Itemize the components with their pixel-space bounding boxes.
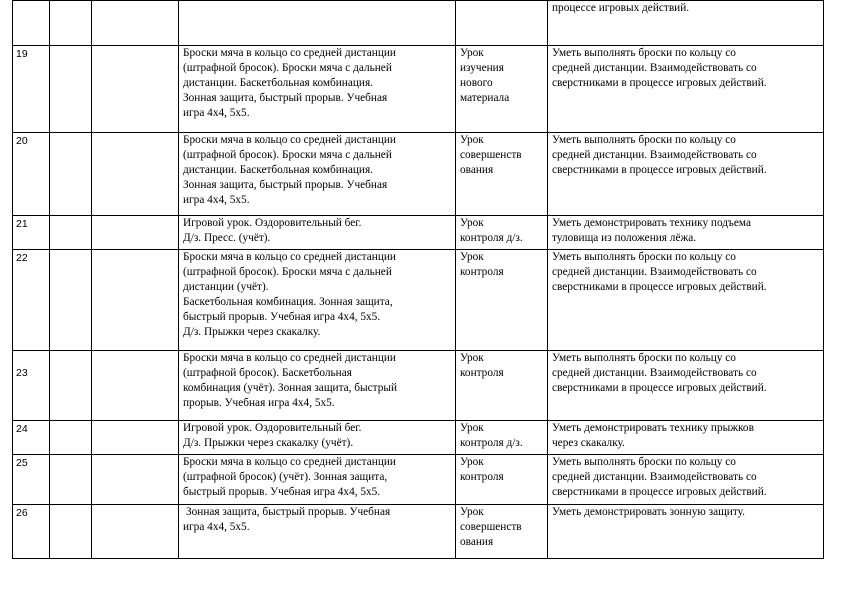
skill-requirement-cell: Уметь демонстрировать зонную защиту.: [548, 505, 824, 559]
lesson-number-cell: 25: [13, 455, 50, 505]
table-row: [13, 351, 824, 421]
table-row: [13, 505, 824, 559]
lesson-plan-table: [12, 0, 824, 559]
table-row: [13, 250, 824, 351]
table-row: [13, 216, 824, 250]
skill-requirement-cell: Уметь выполнять броски по кольцу со средней дистанции. Взаимодействовать со сверстниками в процессе игровых действий.: [548, 351, 824, 421]
plan-date-cell: [50, 133, 92, 216]
plan-date-cell: [50, 46, 92, 133]
actual-date-cell: [92, 455, 179, 505]
lesson-number-cell: [13, 1, 50, 46]
plan-date-cell: [50, 505, 92, 559]
lesson-number-cell: 24: [13, 421, 50, 455]
skill-requirement-cell: Уметь выполнять броски по кольцу со средней дистанции. Взаимодействовать со сверстниками в процессе игровых действий.: [548, 133, 824, 216]
lesson-number-cell: 26: [13, 505, 50, 559]
actual-date-cell: [92, 216, 179, 250]
plan-date-cell: [50, 455, 92, 505]
table-row: [13, 1, 824, 46]
plan-date-cell: [50, 1, 92, 46]
actual-date-cell: [92, 250, 179, 351]
lesson-content-cell: Броски мяча в кольцо со средней дистанции (штрафной бросок) (учёт). Зонная защита, быстрый прорыв. Учебная игра 4х4, 5х5.: [179, 455, 456, 505]
plan-date-cell: [50, 421, 92, 455]
actual-date-cell: [92, 421, 179, 455]
lesson-type-cell: Урок контроля: [456, 250, 548, 351]
skill-requirement-cell: Уметь выполнять броски по кольцу со средней дистанции. Взаимодействовать со сверстниками в процессе игровых действий.: [548, 250, 824, 351]
actual-date-cell: [92, 46, 179, 133]
lesson-content-cell: Зонная защита, быстрый прорыв. Учебная игра 4х4, 5х5.: [179, 505, 456, 559]
lesson-number-cell: 20: [13, 133, 50, 216]
table-row: [13, 455, 824, 505]
lesson-content-cell: Броски мяча в кольцо со средней дистанции (штрафной бросок). Броски мяча с дальней дистанции. Баскетбольная комбинация. Зонная защита, быстрый прорыв. Учебная игра 4х4, 5х5.: [179, 46, 456, 133]
plan-date-cell: [50, 216, 92, 250]
table-row: [13, 421, 824, 455]
lesson-content-cell: [179, 1, 456, 46]
plan-date-cell: [50, 351, 92, 421]
lesson-type-cell: Урок контроля: [456, 455, 548, 505]
actual-date-cell: [92, 133, 179, 216]
table-row: [13, 46, 824, 133]
lesson-number-cell: 21: [13, 216, 50, 250]
skill-requirement-cell: Уметь демонстрировать технику подъема туловища из положения лёжа.: [548, 216, 824, 250]
actual-date-cell: [92, 351, 179, 421]
lesson-type-cell: Урок контроля: [456, 351, 548, 421]
lesson-content-cell: Броски мяча в кольцо со средней дистанции (штрафной бросок). Баскетбольная комбинация (учёт). Зонная защита, быстрый прорыв. Учебная игра 4х4, 5х5.: [179, 351, 456, 421]
lesson-type-cell: [456, 1, 548, 46]
skill-requirement-cell: Уметь выполнять броски по кольцу со средней дистанции. Взаимодействовать со сверстниками в процессе игровых действий.: [548, 46, 824, 133]
lesson-content-cell: Броски мяча в кольцо со средней дистанции (штрафной бросок). Броски мяча с дальней дистанции. Баскетбольная комбинация. Зонная защита, быстрый прорыв. Учебная игра 4х4, 5х5.: [179, 133, 456, 216]
plan-date-cell: [50, 250, 92, 351]
lesson-content-cell: Броски мяча в кольцо со средней дистанции (штрафной бросок). Броски мяча с дальней дистанции (учёт). Баскетбольная комбинация. Зонная защита, быстрый прорыв. Учебная игра 4х4, 5х5. Д/з. Прыжки через скакалку.: [179, 250, 456, 351]
skill-requirement-cell: Уметь выполнять броски по кольцу со средней дистанции. Взаимодействовать со сверстниками в процессе игровых действий.: [548, 455, 824, 505]
skill-requirement-cell: процессе игровых действий.: [548, 1, 824, 46]
lesson-type-cell: Урок изучения нового материала: [456, 46, 548, 133]
actual-date-cell: [92, 505, 179, 559]
lesson-number-cell: 19: [13, 46, 50, 133]
lesson-type-cell: Урок контроля д/з.: [456, 421, 548, 455]
lesson-number-cell: 22: [13, 250, 50, 351]
lesson-content-cell: Игровой урок. Оздоровительный бег. Д/з. Пресс. (учёт).: [179, 216, 456, 250]
lesson-type-cell: Урок контроля д/з.: [456, 216, 548, 250]
lesson-number-cell: 23: [13, 351, 50, 421]
table-row: [13, 133, 824, 216]
lesson-content-cell: Игровой урок. Оздоровительный бег. Д/з. Прыжки через скакалку (учёт).: [179, 421, 456, 455]
skill-requirement-cell: Уметь демонстрировать технику прыжков через скакалку.: [548, 421, 824, 455]
lesson-type-cell: Урок совершенств ования: [456, 133, 548, 216]
lesson-type-cell: Урок совершенств ования: [456, 505, 548, 559]
actual-date-cell: [92, 1, 179, 46]
